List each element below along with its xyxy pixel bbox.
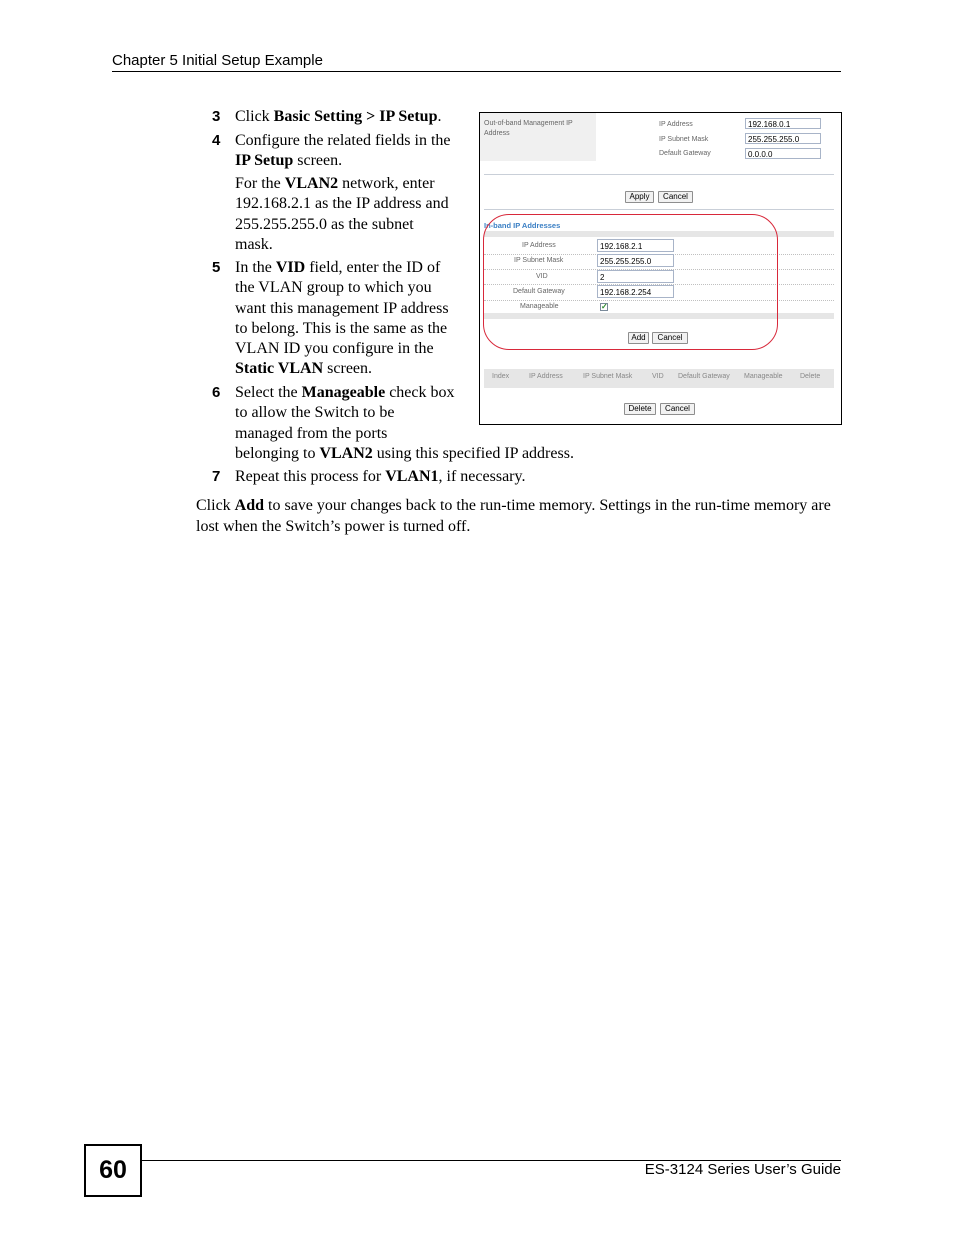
- col-delete: Delete: [800, 373, 821, 380]
- step-number-7: 7: [212, 468, 221, 485]
- oob-gateway-input[interactable]: 0.0.0.0: [745, 148, 821, 159]
- step-5-text: In the VID field, enter the ID of the VLAN group to which you want this management IP address to belong. This is the same as the VLAN ID you configure in the Static VLAN screen.: [235, 259, 449, 378]
- col-ip-address: IP Address: [529, 373, 563, 380]
- cancel-add-button[interactable]: Cancel: [652, 332, 688, 344]
- inband-mask-label: IP Subnet Mask: [514, 257, 564, 264]
- inband-gateway-label: Default Gateway: [513, 288, 565, 295]
- ip-setup-screenshot: [479, 112, 842, 425]
- step-4-detail: For the VLAN2 network, enter 192.168.2.1 as the IP address and 255.255.255.0 as the subnet mask.: [235, 175, 449, 253]
- body-paragraph: Click Add to save your changes back to the run-time memory. Settings in the run-time memory are lost when the Switch’s power is turned off.: [196, 497, 831, 535]
- page-number: 60: [84, 1144, 142, 1197]
- step-number-5: 5: [212, 259, 221, 276]
- divider: [484, 209, 834, 210]
- inband-title: In-band IP Addresses: [484, 221, 561, 230]
- delete-button[interactable]: Delete: [624, 403, 656, 415]
- oob-mask-input[interactable]: 255.255.255.0: [745, 133, 821, 144]
- inband-mask-input[interactable]: 255.255.255.0: [597, 254, 674, 267]
- manageable-label: Manageable: [520, 303, 559, 310]
- col-vid: VID: [652, 373, 664, 380]
- col-manageable: Manageable: [744, 373, 783, 380]
- vid-label: VID: [536, 273, 548, 280]
- oob-ip-input[interactable]: 192.168.0.1: [745, 118, 821, 129]
- oob-ip-label: IP Address: [659, 121, 693, 128]
- col-index: Index: [492, 373, 510, 380]
- divider: [484, 174, 834, 175]
- step-3-text: Click Basic Setting > IP Setup.: [235, 108, 442, 125]
- oob-gateway-label: Default Gateway: [659, 150, 711, 157]
- add-button[interactable]: Add: [628, 332, 649, 344]
- oob-mask-label: IP Subnet Mask: [659, 136, 709, 143]
- apply-button[interactable]: Apply: [625, 191, 654, 203]
- col-default-gateway: Default Gateway: [678, 373, 730, 380]
- inband-ip-input[interactable]: 192.168.2.1: [597, 239, 674, 252]
- header-rule: [112, 71, 841, 72]
- inband-ip-label: IP Address: [522, 242, 556, 249]
- oob-label: Out-of-band Management IP Address: [484, 120, 573, 137]
- col-subnet-mask: IP Subnet Mask: [583, 373, 633, 380]
- manageable-checkbox[interactable]: ✓: [601, 302, 608, 311]
- cancel-button[interactable]: Cancel: [658, 191, 693, 203]
- step-number-3: 3: [212, 108, 221, 125]
- cancel-delete-button[interactable]: Cancel: [660, 403, 695, 415]
- step-6-text: Select the Manageable check box to allow the Switch to be managed from the ports belonging to VLAN2 using this specified IP address.: [235, 384, 574, 462]
- vid-input[interactable]: 2: [597, 270, 674, 283]
- step-number-4: 4: [212, 132, 221, 149]
- step-number-6: 6: [212, 384, 221, 401]
- red-highlight-oval: [483, 214, 778, 350]
- inband-gateway-input[interactable]: 192.168.2.254: [597, 285, 674, 298]
- chapter-header: Chapter 5 Initial Setup Example: [112, 52, 323, 69]
- step-4-text: Configure the related fields in the IP Setup screen.: [235, 132, 451, 170]
- guide-title: ES-3124 Series User’s Guide: [644, 1161, 841, 1178]
- step-7-text: Repeat this process for VLAN1, if necessary.: [235, 468, 526, 485]
